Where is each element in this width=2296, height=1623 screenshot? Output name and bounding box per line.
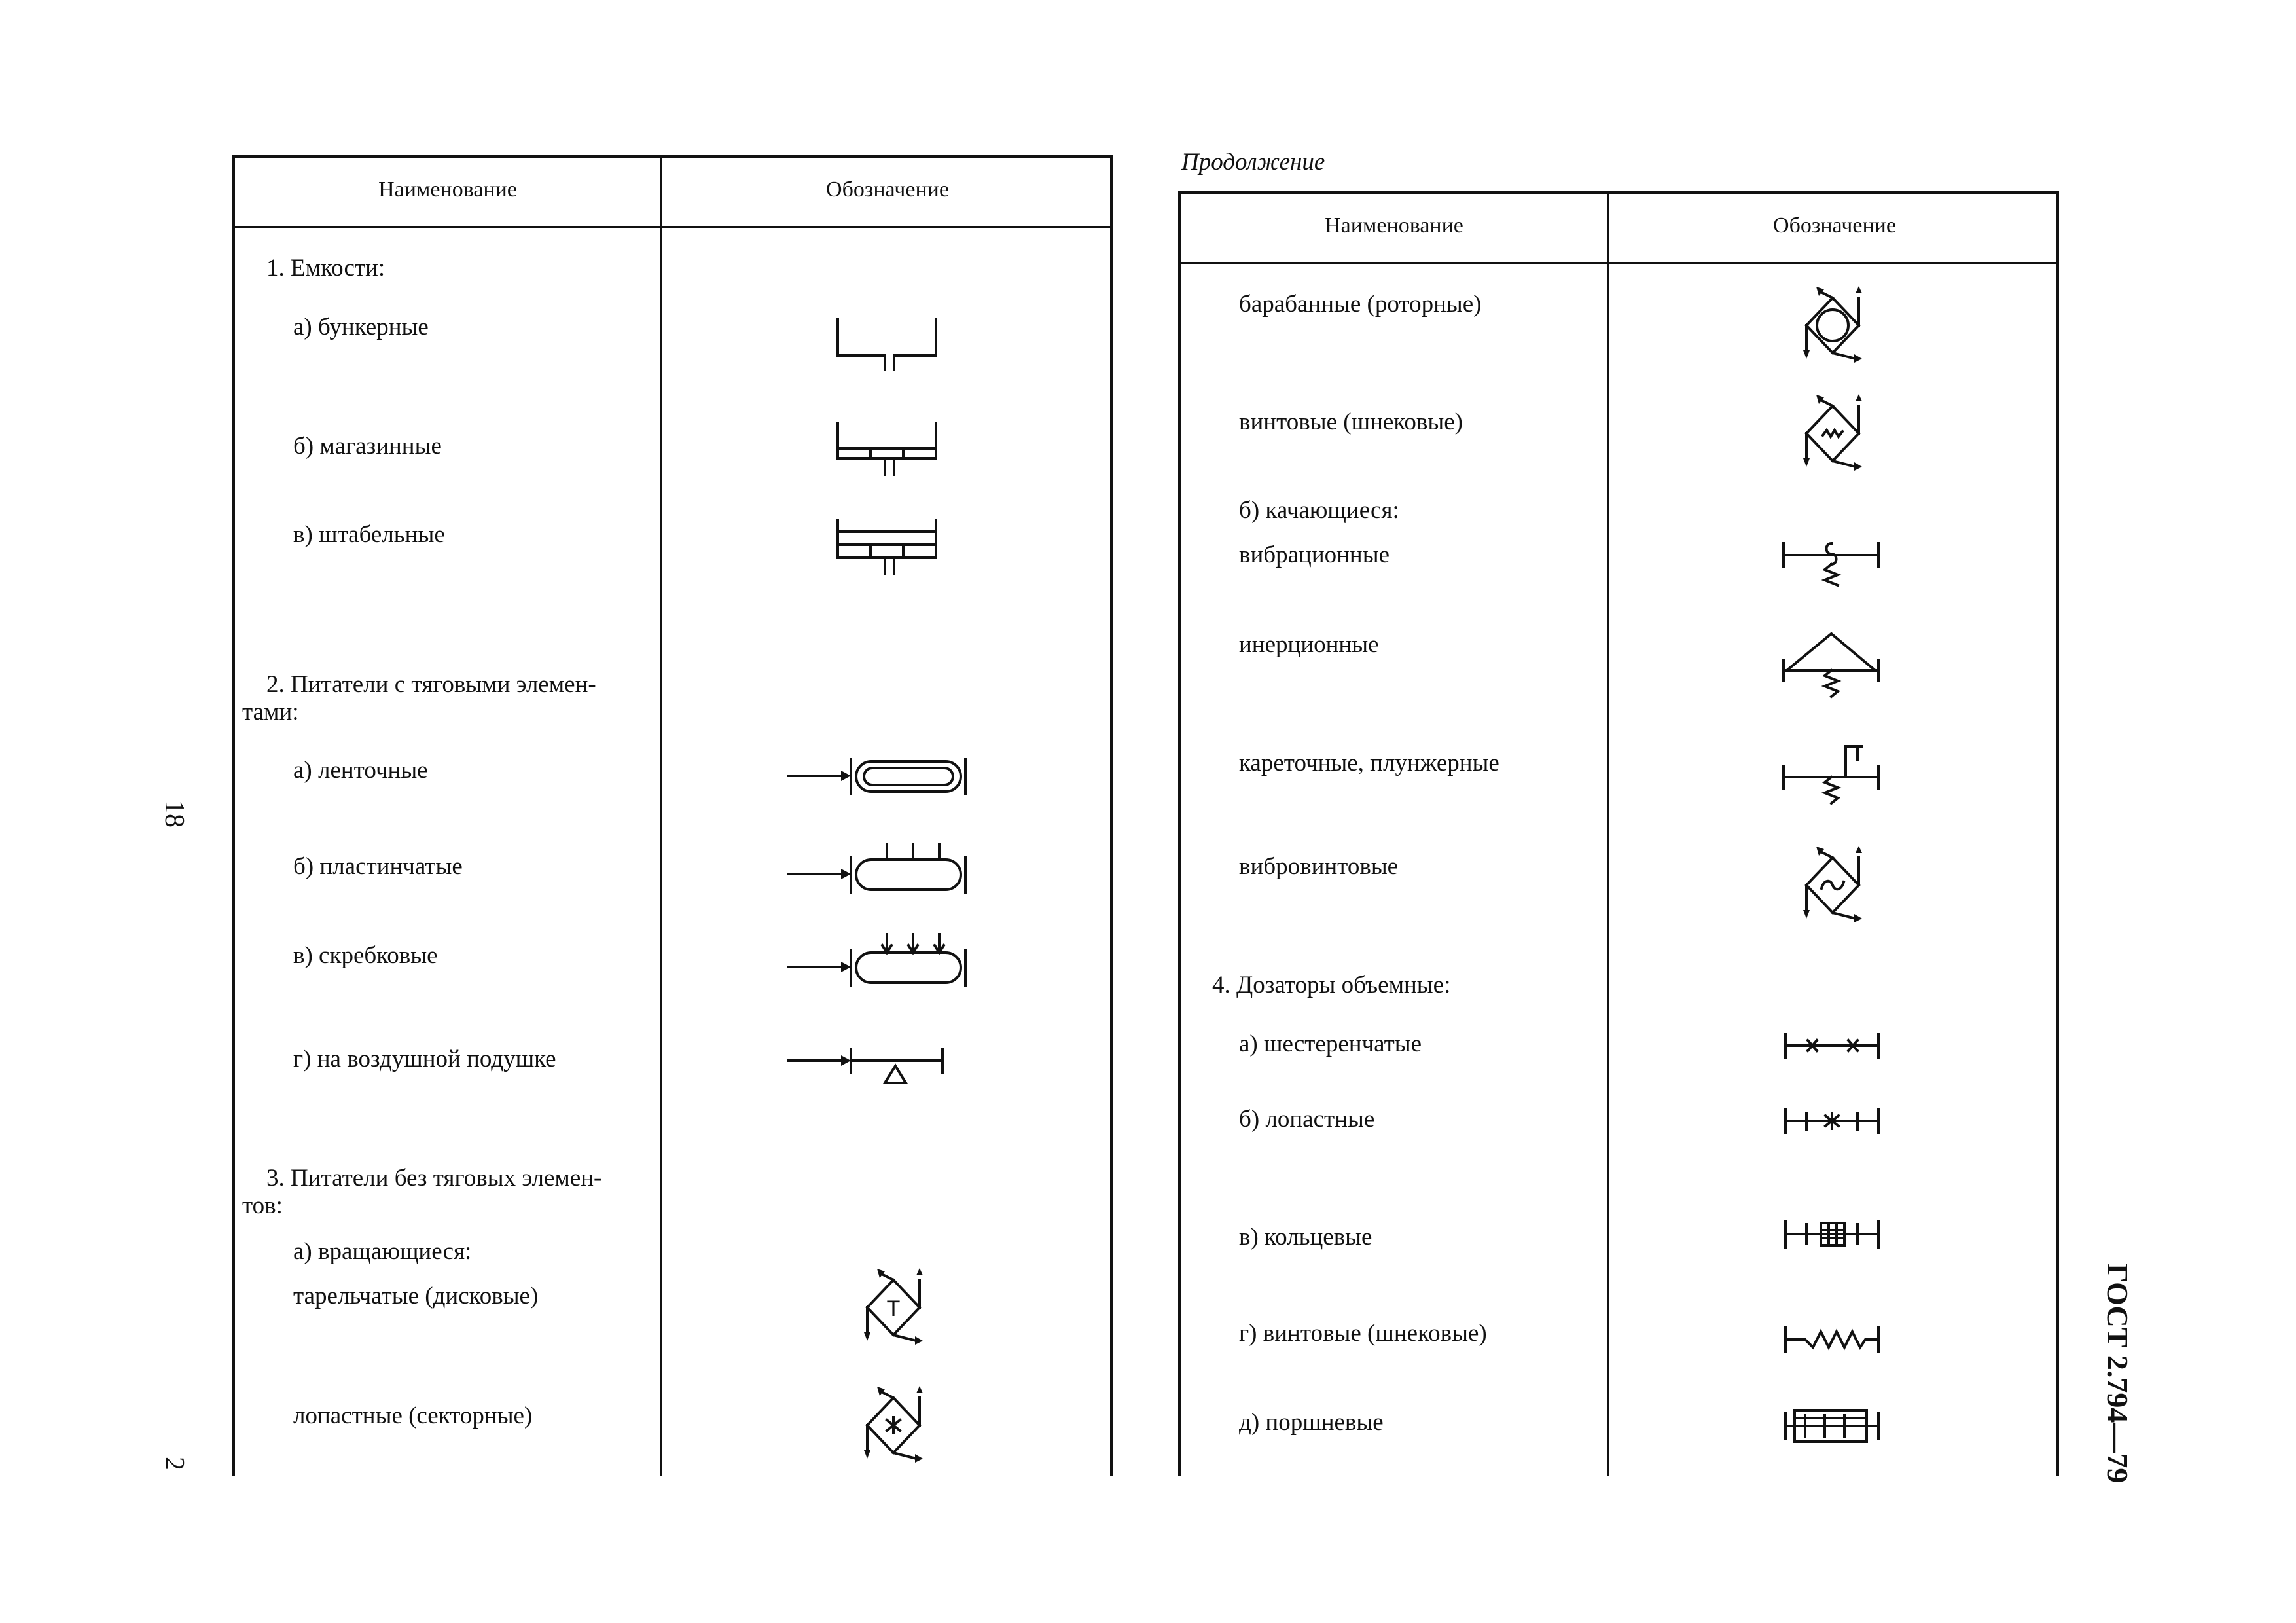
carriage-plunger-feeder-symbol [1780,740,1885,805]
stack-magazine-symbol [831,519,942,577]
ring-dosing-symbol [1780,1218,1885,1250]
item-air-cushion: г) на воздушной подушке [293,1046,556,1072]
section-non-traction-feeders-line1: 3. Питатели без тяговых элемен- [266,1165,602,1192]
section-traction-feeders-line2: тами: [242,699,299,725]
item-belt: а) ленточные [293,757,428,784]
standard-designation: ГОСТ 2.794—79 [2101,1264,2134,1484]
screw-dosing-symbol [1780,1322,1885,1355]
belt-feeder-symbol [785,756,969,799]
section-traction-feeders-line1: 2. Питатели с тяговыми элемен- [266,671,596,698]
header-divider [1181,262,2056,264]
header-designation: Обозначение [1773,213,1896,238]
section-volumetric-dosers: 4. Дозаторы объемные: [1212,972,1451,998]
page-number-bottom: 2 [159,1457,189,1470]
drum-rotary-feeder-symbol [1790,288,1875,363]
column-separator [660,158,662,1476]
header-divider [235,226,1110,228]
air-cushion-feeder-symbol [785,1046,969,1092]
item-swinging: б) качающиеся: [1239,497,1399,524]
vibro-screw-feeder-symbol [1790,848,1875,923]
section-non-traction-feeders-line2: тов: [242,1192,283,1219]
header-name: Наименование [1325,213,1463,238]
svg-text:Т: Т [886,1296,901,1321]
item-screw-doser: г) винтовые (шнековые) [1239,1320,1487,1347]
magazine-symbol [831,422,942,478]
vibration-feeder-symbol [1780,537,1885,589]
item-screw-rotary: винтовые (шнековые) [1239,409,1463,435]
header-name: Наименование [378,177,517,202]
inertial-feeder-symbol [1780,629,1885,701]
item-ring: в) кольцевые [1239,1224,1372,1250]
item-scraper: в) скребковые [293,942,438,969]
item-bunker: а) бункерные [293,314,429,340]
right-table [1178,191,2059,1476]
item-plate: б) пластинчатые [293,853,463,880]
continuation-label: Продолжение [1181,149,1325,175]
item-sector: лопастные (секторные) [293,1402,533,1429]
left-table [232,155,1113,1476]
gear-dosing-symbol [1780,1031,1885,1061]
header-designation: Обозначение [826,177,949,202]
item-rotating: а) вращающиеся: [293,1238,472,1265]
scraper-feeder-symbol [785,931,969,987]
bunker-symbol [831,318,942,370]
item-disc: тарельчатые (дисковые) [293,1283,539,1309]
item-carriage: кареточные, плунжерные [1239,750,1499,776]
section-containers: 1. Емкости: [266,255,386,282]
plate-feeder-symbol [785,841,969,894]
page-number-side: 18 [159,800,189,828]
column-separator [1607,194,1609,1476]
item-magazine: б) магазинные [293,433,442,460]
item-vibration: вибрационные [1239,541,1390,568]
blade-rotary-feeder-symbol [851,1388,936,1463]
item-inertial: инерционные [1239,631,1379,658]
item-blade: б) лопастные [1239,1106,1375,1133]
blade-dosing-symbol [1780,1106,1885,1136]
item-stack: в) штабельные [293,521,445,548]
item-piston: д) поршневые [1239,1409,1384,1436]
item-vibro-screw: вибровинтовые [1239,853,1399,880]
item-drum: барабанные (роторные) [1239,291,1482,318]
disc-rotary-feeder-symbol [851,1270,936,1345]
piston-dosing-symbol [1780,1406,1885,1446]
item-gear: а) шестеренчатые [1239,1030,1422,1057]
screw-rotary-feeder-symbol [1790,396,1875,471]
